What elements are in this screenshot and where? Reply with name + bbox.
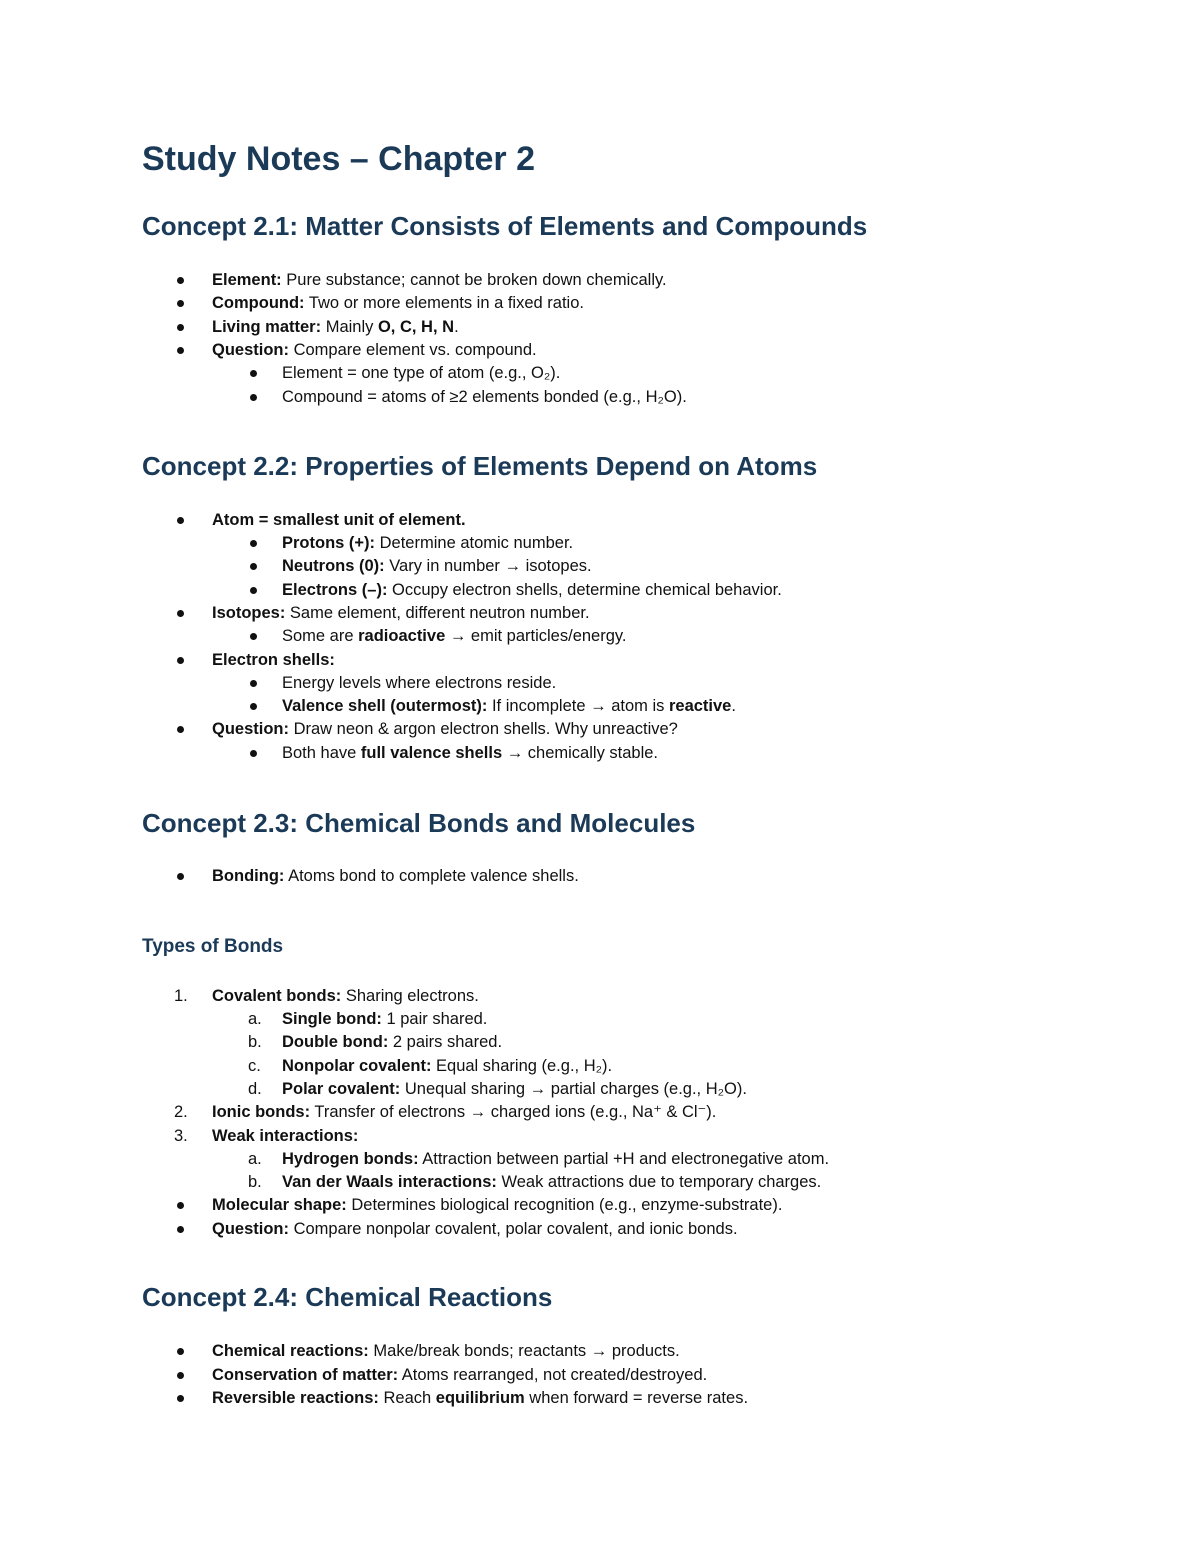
list-marker: 1. xyxy=(174,987,188,1005)
bullet-icon xyxy=(177,1348,184,1355)
list-item-chemical-reactions: Chemical reactions: Make/break bonds; reactants → products. xyxy=(212,1342,680,1360)
list-marker: d. xyxy=(248,1080,262,1098)
sub-item-electrons: Electrons (–): Occupy electron shells, determine chemical behavior. xyxy=(282,581,782,599)
list-item-question: Question: Draw neon & argon electron shells. Why unreactive? xyxy=(212,720,678,738)
list-item-isotopes: Isotopes: Same element, different neutron number. xyxy=(212,604,590,622)
section-heading-2-1: Concept 2.1: Matter Consists of Elements and Compounds xyxy=(142,211,868,241)
bullet-icon xyxy=(177,873,184,880)
sub-item-single-bond: Single bond: 1 pair shared. xyxy=(282,1010,488,1028)
sub-item-van-der-waals: Van der Waals interactions: Weak attractions due to temporary charges. xyxy=(282,1173,822,1191)
list-marker: 2. xyxy=(174,1103,188,1121)
bullet-icon xyxy=(177,657,184,664)
sub-item-energy-levels: Energy levels where electrons reside. xyxy=(282,674,557,692)
page-title: Study Notes – Chapter 2 xyxy=(142,140,535,178)
bullet-icon xyxy=(250,750,257,757)
bullet-icon xyxy=(177,517,184,524)
list-item-electron-shells: Electron shells: xyxy=(212,651,335,669)
bullet-icon xyxy=(177,300,184,307)
bullet-icon xyxy=(177,1372,184,1379)
sub-item-nonpolar: Nonpolar covalent: Equal sharing (e.g., H₂). xyxy=(282,1057,613,1075)
bullet-icon xyxy=(250,540,257,547)
sub-item-radioactive: Some are radioactive → emit particles/energy. xyxy=(282,627,627,645)
section-heading-2-2: Concept 2.2: Properties of Elements Depend on Atoms xyxy=(142,451,818,481)
sub-item-protons: Protons (+): Determine atomic number. xyxy=(282,534,574,552)
list-item-ionic: Ionic bonds: Transfer of electrons → charged ions (e.g., Na⁺ & Cl⁻). xyxy=(212,1103,717,1121)
section-heading-2-3: Concept 2.3: Chemical Bonds and Molecules xyxy=(142,808,696,838)
bullet-icon xyxy=(250,563,257,570)
list-marker: a. xyxy=(248,1010,262,1028)
bullet-icon xyxy=(250,703,257,710)
bullet-icon xyxy=(177,347,184,354)
section-heading-2-4: Concept 2.4: Chemical Reactions xyxy=(142,1282,553,1312)
list-marker: a. xyxy=(248,1150,262,1168)
list-item-weak: Weak interactions: xyxy=(212,1127,359,1145)
sub-item-element-def: Element = one type of atom (e.g., O₂). xyxy=(282,364,561,382)
bullet-icon xyxy=(250,680,257,687)
list-item-reversible: Reversible reactions: Reach equilibrium when forward = reverse rates. xyxy=(212,1389,749,1407)
list-item-living-matter: Living matter: Mainly O, C, H, N. xyxy=(212,318,459,336)
bullet-icon xyxy=(250,587,257,594)
bullet-icon xyxy=(250,394,257,401)
list-marker: 3. xyxy=(174,1127,188,1145)
sub-item-double-bond: Double bond: 2 pairs shared. xyxy=(282,1033,503,1051)
list-marker: b. xyxy=(248,1173,262,1191)
bullet-icon xyxy=(177,1226,184,1233)
list-item-compound: Compound: Two or more elements in a fixed ratio. xyxy=(212,294,584,312)
list-marker: b. xyxy=(248,1033,262,1051)
bullet-icon xyxy=(177,1202,184,1209)
sub-item-hydrogen: Hydrogen bonds: Attraction between partial +H and electronegative atom. xyxy=(282,1150,830,1168)
sub-item-neutrons: Neutrons (0): Vary in number → isotopes. xyxy=(282,557,592,575)
list-item-atom: Atom = smallest unit of element. xyxy=(212,511,466,529)
list-item-conservation: Conservation of matter: Atoms rearranged, not created/destroyed. xyxy=(212,1366,708,1384)
bullet-icon xyxy=(250,633,257,640)
list-item-element: Element: Pure substance; cannot be broken down chemically. xyxy=(212,271,667,289)
sub-item-full-valence: Both have full valence shells → chemically stable. xyxy=(282,744,659,762)
bullet-icon xyxy=(177,324,184,331)
list-item-molecular-shape: Molecular shape: Determines biological recognition (e.g., enzyme-substrate). xyxy=(212,1196,783,1214)
list-item-covalent: Covalent bonds: Sharing electrons. xyxy=(212,987,479,1005)
sub-item-compound-def: Compound = atoms of ≥2 elements bonded (e.g., H₂O). xyxy=(282,388,687,406)
list-marker: c. xyxy=(248,1057,261,1075)
sub-item-polar: Polar covalent: Unequal sharing → partial charges (e.g., H₂O). xyxy=(282,1080,747,1098)
list-item-question: Question: Compare element vs. compound. xyxy=(212,341,537,359)
bullet-icon xyxy=(177,277,184,284)
sub-item-valence-shell: Valence shell (outermost): If incomplete → atom is reactive. xyxy=(282,697,736,715)
bullet-icon xyxy=(177,726,184,733)
list-item-bonding: Bonding: Atoms bond to complete valence shells. xyxy=(212,867,579,885)
subsection-heading-types-of-bonds: Types of Bonds xyxy=(142,936,284,957)
bullet-icon xyxy=(250,370,257,377)
list-item-question: Question: Compare nonpolar covalent, polar covalent, and ionic bonds. xyxy=(212,1220,738,1238)
bullet-icon xyxy=(177,1395,184,1402)
bullet-icon xyxy=(177,610,184,617)
